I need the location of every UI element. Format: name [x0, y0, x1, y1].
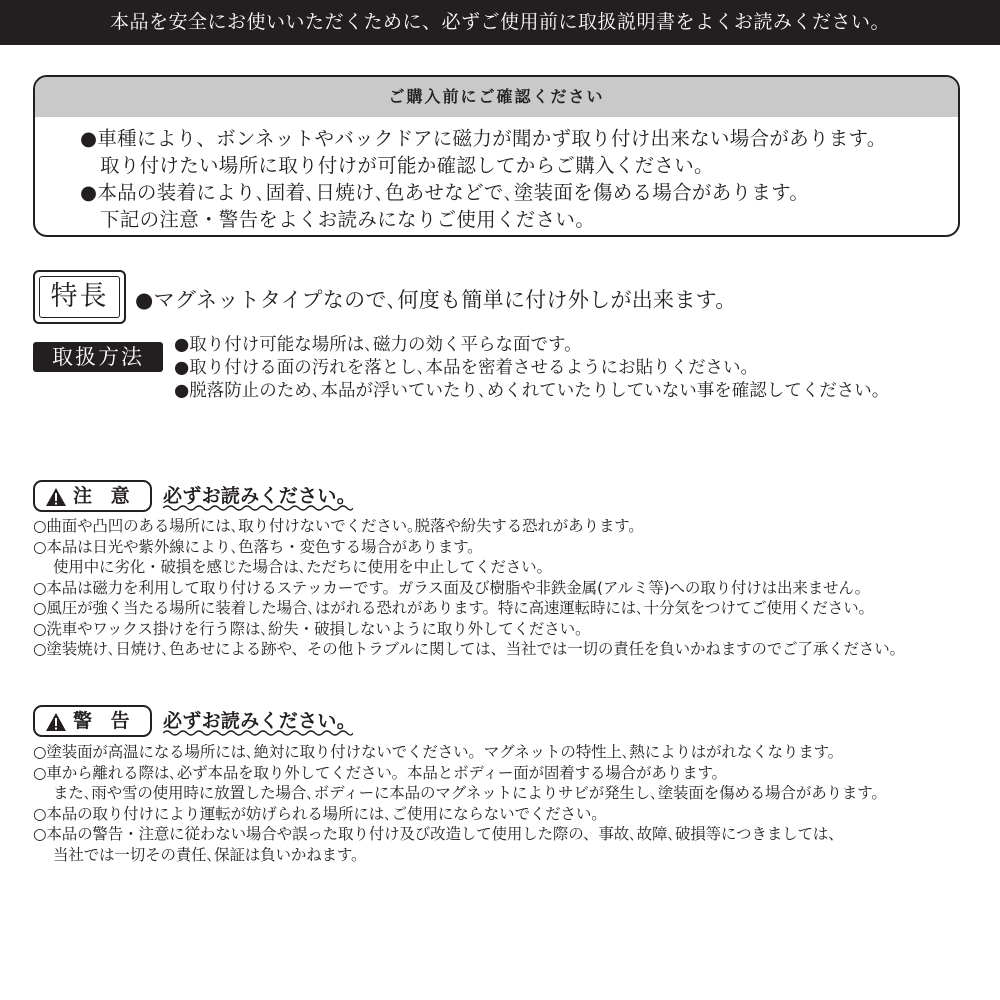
caution-read-note — [163, 481, 356, 508]
caution-item: ○本品は日光や紫外線により､色落ち・変色する場合があります。 — [33, 537, 483, 556]
warning-item: ○本品の警告・注意に従わない場合や誤った取り付け及び改造して使用した際の、事故､故障､破損等につきましては、 — [33, 825, 844, 843]
warning-item: また､雨や雪の使用時に放置した場合､ボディーに本品のマグネットによりサビが発生し､塗装面を傷める場合があります。 — [53, 784, 887, 802]
usage-list — [174, 334, 889, 403]
feature-label-text: 特長 — [39, 276, 120, 318]
warning-label-text: 警 告 — [73, 710, 136, 732]
warning-item: ○本品の取り付けにより運転が妨げられる場所には､ご使用にならないでください。 — [33, 804, 607, 823]
confirm-line: 取り付けたい場所に取り付けが可能か確認してからご購入ください。 — [100, 154, 714, 177]
usage-item: ●脱落防止のため､本品が浮いていたり､めくれていたりしていない事を確認してください。 — [174, 381, 890, 401]
caution-read-note-text: 必ずお読みください。 — [163, 485, 357, 507]
caution-label-text: 注 意 — [73, 485, 136, 507]
usage-item: ●取り付け可能な場所は､磁力の効く平らな面です。 — [174, 335, 582, 355]
feature-text: ●マグネットタイプなので､何度も簡単に付け外しが出来ます。 — [135, 288, 737, 312]
caution-item: ○風圧が強く当たる場所に装着した場合､はがれる恐れがあります。特に高速運転時には､十分気をつけてご使用ください。 — [33, 599, 874, 617]
usage-label: 取扱方法 — [33, 342, 163, 372]
warning-read-note-text: 必ずお読みください。 — [163, 710, 357, 732]
confirm-line: ●本品の装着により､固着､日焼け､色あせなどで､塗装面を傷める場合があります。 — [80, 181, 810, 204]
warning-item: ○塗装面が高温になる場所には､絶対に取り付けないでください。マグネットの特性上､熱によりはがれなくなります。 — [33, 743, 844, 761]
warning-read-note — [163, 706, 356, 733]
top-banner: 本品を安全にお使いいただくために、必ずご使用前に取扱説明書をよくお読みください。 — [0, 0, 1000, 45]
confirm-line: 下記の注意・警告をよくお読みになりご使用ください。 — [100, 208, 596, 231]
wavy-underline-icon — [163, 729, 353, 737]
caution-item: ○本品は磁力を利用して取り付けるステッカーです。ガラス面及び樹脂や非鉄金属(アルミ等)への取り付けは出来ません。 — [33, 578, 871, 597]
caution-label — [33, 480, 152, 512]
warning-item: ○車から離れる際は､必ず本品を取り外してください。本品とボディー面が固着する場合があります。 — [33, 763, 727, 782]
caution-list — [33, 516, 905, 660]
confirm-line: ●車種により、ボンネットやバックドアに磁力が聞かず取り付け出来ない場合があります。 — [80, 127, 887, 150]
confirm-title: ご購入前にご確認ください — [35, 77, 958, 117]
usage-item: ●取り付ける面の汚れを落とし､本品を密着させるようにお貼りください。 — [174, 358, 759, 378]
warning-list — [33, 742, 887, 865]
confirm-body — [35, 117, 958, 233]
wavy-underline-icon — [163, 504, 353, 512]
confirm-box — [33, 75, 960, 237]
caution-item: ○曲面や凸凹のある場所には､取り付けないでください｡脱落や紛失する恐れがあります。 — [33, 517, 644, 535]
caution-item: ○洗車やワックス掛けを行う際は､紛失・破損しないように取り外してください。 — [33, 619, 591, 638]
caution-item: 使用中に劣化・破損を感じた場合は､ただちに使用を中止してください。 — [53, 558, 552, 576]
warning-triangle-icon — [45, 712, 67, 732]
warning-item: 当社では一切その責任､保証は負いかねます。 — [53, 845, 367, 864]
feature-label — [33, 270, 126, 324]
caution-item: ○塗装焼け､日焼け､色あせによる跡や、その他トラブルに関しては、当社では一切の責任を負いかねますのでご了承ください。 — [33, 640, 905, 658]
warning-label — [33, 705, 152, 737]
warning-triangle-icon — [45, 487, 67, 507]
